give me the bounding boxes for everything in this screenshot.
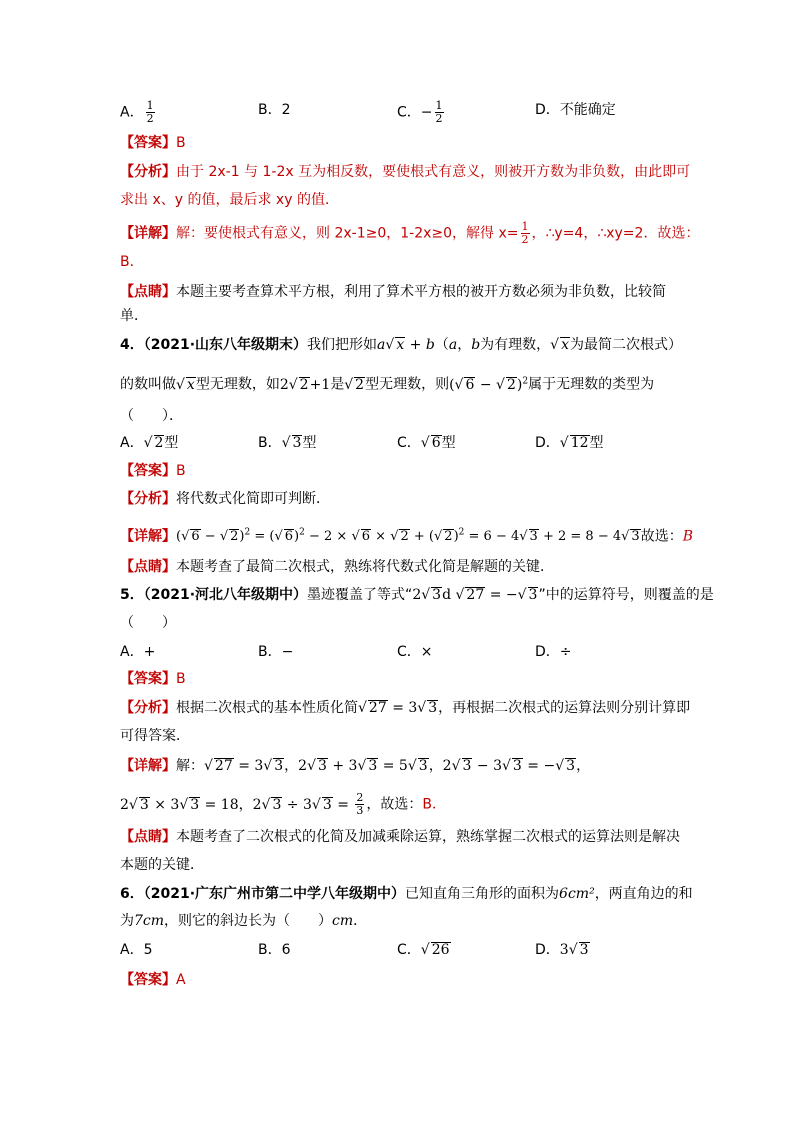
q5-detail-line-1: 【详解】解：√ 27 = 3√ 3，2√ 3 + 3√ 3 = 5√ 3，2√ 3 − 3√ 3 = −√ 3， xyxy=(120,758,591,774)
q4-answer: 【答案】B xyxy=(120,463,186,479)
q4-comment: 【点睛】本题考查了最简二次根式，熟练将代数式化简是解题的关键． xyxy=(120,559,554,575)
q4-option-b: B．√ 3型 xyxy=(258,435,317,451)
q5-stem-line-1: 5．（2021·河北八年级期中）墨迹覆盖了等式“2√ 3d √ 27 = −√ 3”中的运算符号，则覆盖的是 xyxy=(120,587,714,603)
q5-answer: 【答案】B xyxy=(120,671,186,687)
q3-comment-line-1: 【点睛】本题主要考查算术平方根，利用了算术平方根的被开方数必须为非负数，比较简 xyxy=(120,284,666,300)
q5-option-a: A．+ xyxy=(120,644,156,660)
q3-answer: 【答案】B xyxy=(120,135,186,151)
q3-analysis-line-1: 【分析】由于 2x-1 与 1-2x 互为相反数，要使根式有意义，则被开方数为非负数，由此即可 xyxy=(120,164,691,180)
q4-stem-line-1: 4．（2021·山东八年级期末）我们把形如a√ x + b（a，b为有理数，√ x为最简二次根式） xyxy=(120,337,682,353)
q3-option-a: A． $\frac{1}{2}$ xyxy=(120,99,154,125)
q4-option-a: A．√ 2型 xyxy=(120,435,179,451)
q3-option-b: B．2 xyxy=(258,102,291,118)
q5-comment-line-1: 【点睛】本题考查了二次根式的化简及加减乘除运算，熟练掌握二次根式的运算法则是解决 xyxy=(120,829,680,845)
q4-stem-line-2: 的数叫做√ x型无理数，如2√ 2+1是√ 2型无理数，则(√ 6 − √ 2)$^2$属于无理数的类型为 xyxy=(120,376,655,393)
q6-stem-line-2: 为7cm，则它的斜边长为（ ）cm． xyxy=(120,913,368,929)
q6-answer: 【答案】A xyxy=(120,972,186,988)
q3-option-c: C．− $\frac{1}{2}$ xyxy=(397,99,443,125)
q5-stem-line-2: （ ） xyxy=(120,615,176,631)
q6-stem-line-1: 6．（2021·广东广州市第二中学八年级期中）已知直角三角形的面积为6cm²，两直角边的和 xyxy=(120,886,693,902)
q5-analysis-line-2: 可得答案． xyxy=(120,728,190,744)
q5-analysis-line-1: 【分析】根据二次根式的基本性质化简√ 27 = 3√ 3，再根据二次根式的运算法则分别计算即 xyxy=(120,700,691,716)
q3-option-d: D．不能确定 xyxy=(535,102,616,118)
q6-option-a: A．5 xyxy=(120,942,153,958)
q4-detail: 【详解】(√ 6 − √ 2)$^2$ = (√ 6)$^2$ − 2 × √ 6 × √ 2 + (√ 2)$^2$ = 6 − 4√ 3 + 2 = 8 − 4√ 3故选：B xyxy=(120,528,693,545)
fraction-one-half: $\frac{1}{2}$ xyxy=(146,99,154,125)
fraction-one-half: $\frac{1}{2}$ xyxy=(435,99,443,125)
q5-detail-line-2: 2√ 3 × 3√ 3 = 18，2√ 3 ÷ 3√ 3 = $\frac{2}{3}$ ，故选：B． xyxy=(120,791,446,817)
fraction-one-half: $\frac{1}{2}$ xyxy=(521,220,529,246)
q5-option-c: C．× xyxy=(397,644,433,660)
q4-stem-line-3: （ ）． xyxy=(120,408,183,424)
q3-detail-line-2: B． xyxy=(120,254,144,270)
q3-comment-line-2: 单． xyxy=(120,308,148,324)
q6-option-d: D．3√ 3 xyxy=(535,942,589,958)
q3-analysis-line-2: 求出 x、y 的值，最后求 xy 的值． xyxy=(120,192,339,208)
q5-option-b: B．− xyxy=(258,644,294,660)
q4-option-d: D．√ 12型 xyxy=(535,435,604,451)
q4-option-c: C．√ 6型 xyxy=(397,435,456,451)
q5-comment-line-2: 本题的关键． xyxy=(120,857,204,873)
q5-option-d: D．÷ xyxy=(535,644,572,660)
q6-option-c: C．√ 26 xyxy=(397,942,450,958)
q4-analysis: 【分析】将代数式化简即可判断． xyxy=(120,491,330,507)
q3-detail-line-1: 【详解】解：要使根式有意义，则 2x-1≥0，1-2x≥0，解得 x= $\frac{1}{2}$ ，∴y=4，∴xy=2．故选： xyxy=(120,220,700,246)
q6-option-b: B．6 xyxy=(258,942,291,958)
